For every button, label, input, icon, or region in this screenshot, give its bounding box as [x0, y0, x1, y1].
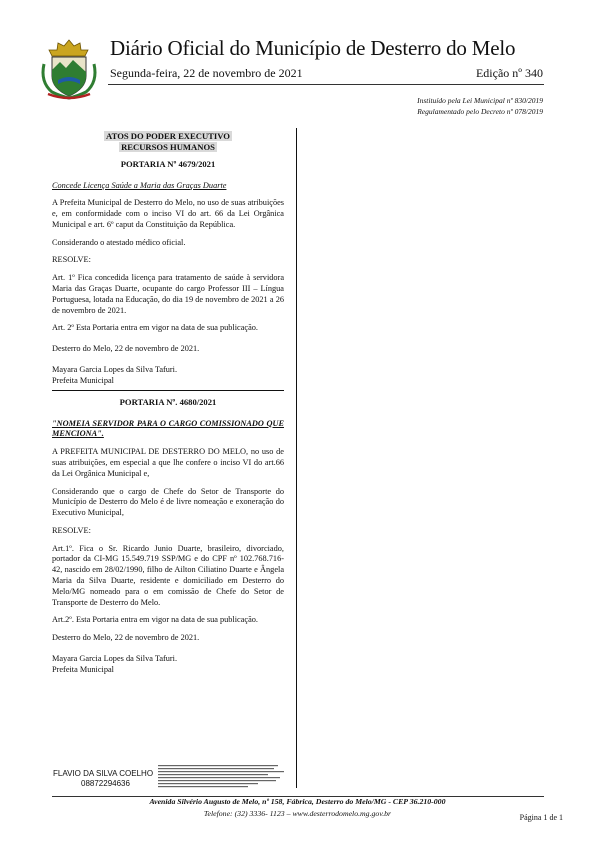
- footer-address: Avenida Silvério Augusto de Melo, nº 158, Fábrica, Desterro do Melo/MG - CEP 36.210-000: [149, 797, 446, 806]
- portaria-1-resolve: RESOLVE:: [52, 255, 91, 265]
- journal-title: Diário Oficial do Município de Desterro do Melo: [110, 36, 516, 60]
- portaria-2-title: PORTARIA Nº. 4680/2021: [119, 397, 217, 408]
- portaria-separator: [52, 390, 284, 391]
- portaria-1-place-date: Desterro do Melo, 22 de novembro de 2021.: [52, 344, 200, 354]
- portaria-1-title: PORTARIA Nº 4679/2021: [120, 159, 216, 170]
- portaria-2-place-date: Desterro do Melo, 22 de novembro de 2021.: [52, 633, 200, 643]
- portaria-2-signature-name: Mayara Garcia Lopes da Silva Tafuri.: [52, 653, 178, 663]
- left-column: [52, 131, 284, 675]
- section-header: [52, 131, 284, 153]
- portaria-1-article-1: Art. 1º Fica concedida licença para tratamento de saúde à servidora Maria das Graças Duarte, ocupante do cargo Professor III – Língua Portuguesa, lotada na Educação, do dia 19 de novembro de 2021 a 26 de novembro de 2021.: [52, 273, 284, 315]
- portaria-1-article-2: Art. 2º Esta Portaria entra em vigor na data de sua publicação.: [52, 323, 259, 333]
- signer-name: FLAVIO DA SILVA COELHO: [53, 769, 154, 778]
- edition-date: Segunda-feira, 22 de novembro de 2021: [110, 66, 303, 80]
- portaria-2-preamble: A PREFEITA MUNICIPAL DE DESTERRO DO MELO, no uso de suas atribuições, em especial a que lhe confere o inciso VI do art.66 da Lei Orgânica Municipal e,: [52, 447, 284, 478]
- page-number: Página 1 de 1: [519, 813, 563, 822]
- portaria-1-considering: Considerando o atestado médico oficial.: [52, 237, 186, 247]
- edition-number: Edição nº 340: [475, 66, 543, 80]
- institution-law-note: Instituído pela Lei Municipal nº 830/2019: [417, 96, 543, 105]
- portaria-2-article-2: Art.2º. Esta Portaria entra em vigor na data de sua publicação.: [52, 615, 259, 625]
- section-title: ATOS DO PODER EXECUTIVO: [106, 131, 230, 141]
- footer-contact: Telefone: (32) 3336- 1123 – www.desterrodomelo.mg.gov.br: [203, 809, 392, 818]
- portaria-1-preamble: A Prefeita Municipal de Desterro do Melo, no uso de suas atribuições e, em conformidade com o inciso VI do art. 66 da Lei Orgânica Municipal e art. 6º caput da Constituição da República.: [52, 198, 284, 229]
- portaria-2-article-1: Art.1º. Fica o Sr. Ricardo Junio Duarte, brasileiro, divorciado, portador da CI-MG 15.549.719 SSP/MG e do CPF nº 102.768.716-42, nascido em 28/02/1990, filho de Ailton Ciliatino Duarte e Ângela Maria da Silva Duarte, residente e domiciliado em Desterro do Melo/MG nomeado para o em comissão de Chefe do Setor de Transporte de Desterro do Melo.: [52, 543, 284, 607]
- portaria-1-signature-name: Mayara Garcia Lopes da Silva Tafuri.: [52, 364, 178, 374]
- signature-details-block: [158, 764, 288, 790]
- portaria-2-ementa: "NOMEIA SERVIDOR PARA O CARGO COMISSIONADO QUE MENCIONA".: [52, 418, 284, 439]
- column-divider: [296, 128, 297, 788]
- signer-code: 08872294636: [81, 779, 130, 788]
- portaria-2-signature-role: Prefeita Municipal: [52, 664, 114, 674]
- portaria-2-considering: Considerando que o cargo de Chefe do Setor de Transporte do Município de Desterro do Melo é de livre nomeação e exoneração do Executivo Municipal,: [52, 486, 284, 518]
- portaria-2-resolve: RESOLVE:: [52, 525, 91, 535]
- portaria-1-signature-role: Prefeita Municipal: [52, 375, 114, 385]
- digital-signature: [53, 769, 153, 789]
- portaria-1-ementa: Concede Licença Saúde a Maria das Graças Duarte: [52, 180, 227, 190]
- header-divider: [108, 84, 544, 85]
- regulation-decree-note: Regulamentado pelo Decreto nº 078/2019: [417, 107, 543, 116]
- section-subtitle: RECURSOS HUMANOS: [121, 142, 215, 153]
- municipal-coat-of-arms-icon: [38, 38, 100, 100]
